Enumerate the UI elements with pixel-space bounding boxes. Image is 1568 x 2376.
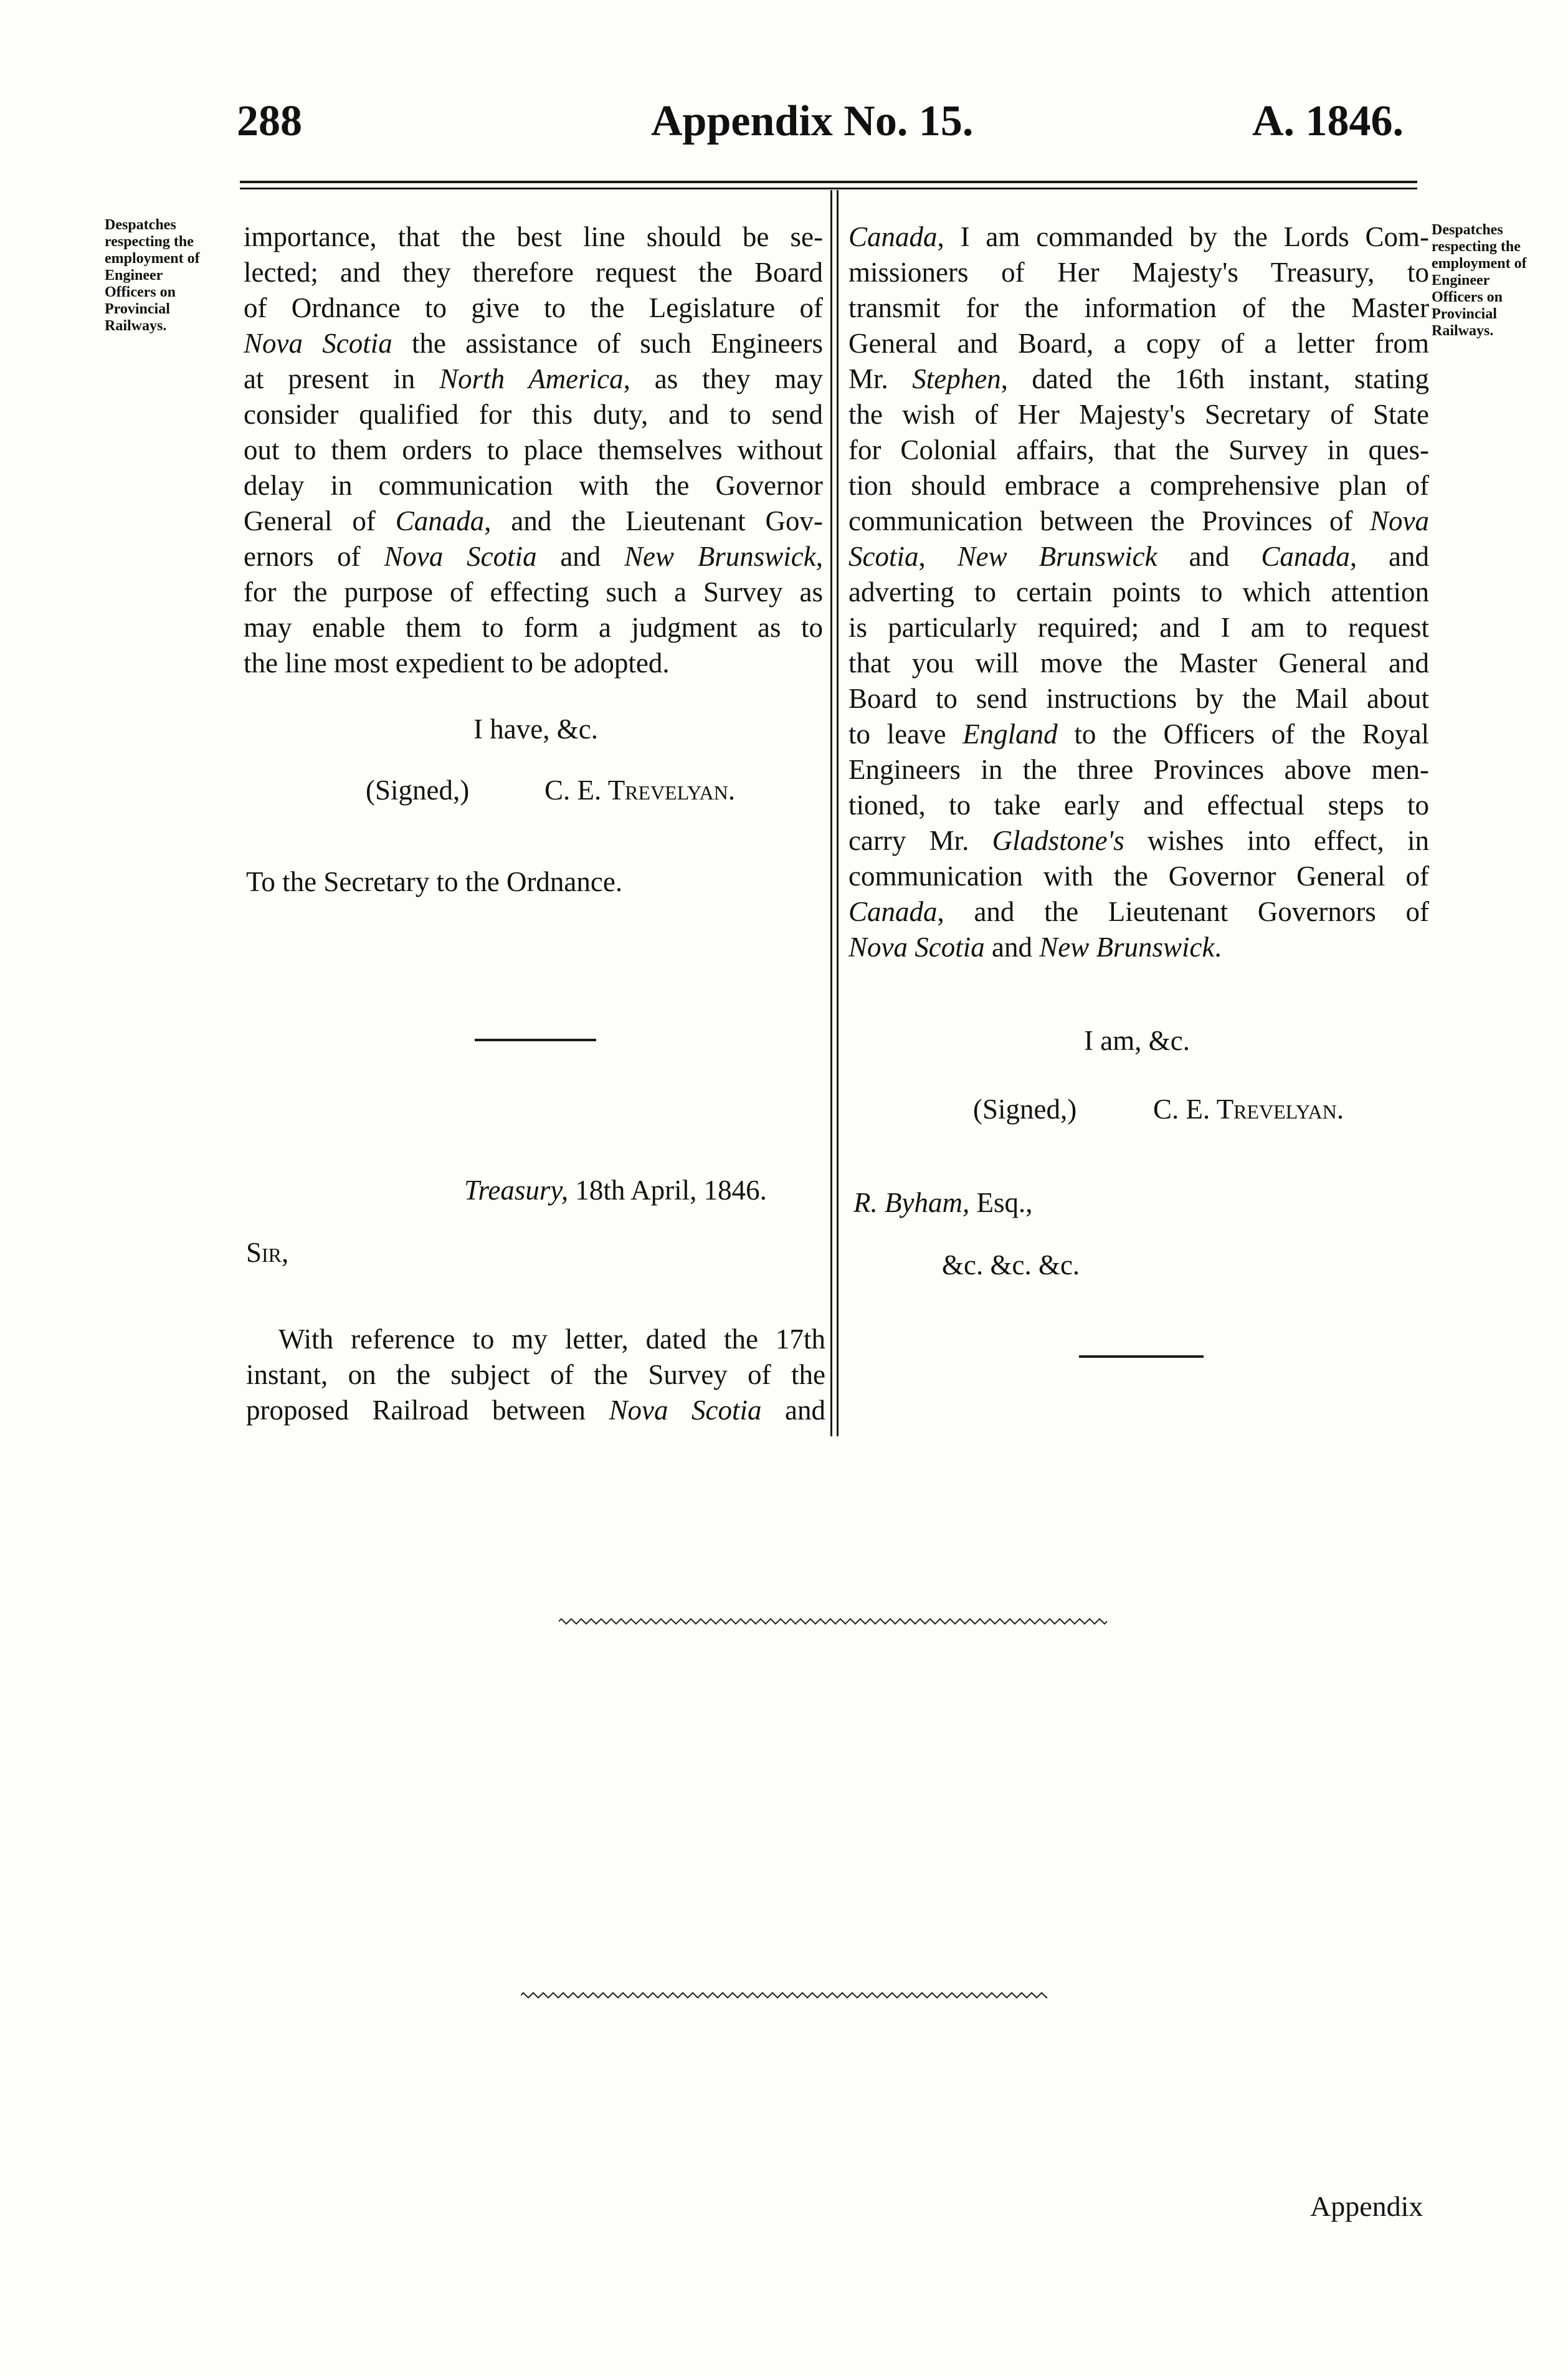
text-line: the line most expedient to be adopted. — [244, 647, 670, 679]
wave-path — [559, 1619, 1107, 1624]
ornamental-rule-lower — [521, 1992, 1047, 1999]
text-line: communication between the Provinces of Nova — [848, 505, 1429, 537]
left-addressee: To the Secretary to the Ordnance. — [246, 866, 623, 897]
text-line: Nova Scotia the assistance of such Engineers — [244, 328, 823, 359]
text-line: importance, that the best line should be se- — [244, 221, 823, 252]
dateline-date: 18th April, 1846. — [575, 1175, 767, 1206]
text-line: Scotia, New Brunswick and Canada, and — [848, 541, 1429, 572]
addressee-name: R. Byham, — [853, 1187, 970, 1218]
left-separator — [475, 1039, 596, 1041]
column-divider-left — [830, 190, 832, 1436]
text-line: Canada, I am commanded by the Lords Com- — [848, 221, 1429, 252]
text-line: transmit for the information of the Master — [848, 292, 1429, 323]
text-line: of Ordnance to give to the Legislature of — [244, 292, 823, 323]
text-line: tioned, to take early and effectual steps to — [848, 790, 1429, 821]
text-line: Nova Scotia and New Brunswick. — [848, 932, 1222, 963]
text-line: proposed Railroad between Nova Scotia and — [246, 1395, 825, 1426]
right-signed-label: (Signed,) — [973, 1094, 1077, 1125]
left-signed-label: (Signed,) — [366, 775, 470, 806]
text-line: lected; and they therefore request the Board — [244, 257, 823, 288]
header-rule-bottom — [240, 188, 1417, 189]
text-line: Board to send instructions by the Mail about — [848, 683, 1429, 714]
column-divider-right — [837, 190, 839, 1436]
text-line: Canada, and the Lieutenant Governors of — [848, 896, 1429, 927]
page-year: A. 1846. — [1252, 97, 1404, 145]
text-line: tion should embrace a comprehensive plan of — [848, 470, 1429, 501]
text-line: the wish of Her Majesty's Secretary of State — [848, 399, 1429, 430]
ornamental-rule-upper — [559, 1618, 1107, 1625]
text-line: ernors of Nova Scotia and New Brunswick, — [244, 541, 824, 572]
left-signed-name: C. E. Trevelyan. — [544, 775, 736, 806]
text-line: at present in North America, as they may — [244, 363, 824, 394]
text-line: missioners of Her Majesty's Treasury, to — [848, 257, 1429, 288]
text-line: that you will move the Master General and — [848, 647, 1429, 679]
page-number: 288 — [237, 97, 302, 145]
right-addressee-etc: &c. &c. &c. — [942, 1249, 1080, 1281]
page-title: Appendix No. 15. — [651, 97, 974, 145]
text-line: General of Canada, and the Lieutenant Gov- — [244, 505, 823, 537]
text-line: delay in communication with the Governor — [244, 470, 823, 501]
right-signed-name: C. E. Trevelyan. — [1153, 1094, 1344, 1125]
left-salutation: Sir, — [246, 1237, 289, 1268]
text-line: may enable them to form a judgment as to — [244, 612, 823, 643]
text-line: With reference to my letter, dated the 17th — [278, 1324, 825, 1355]
text-line: to leave England to the Officers of the Royal — [848, 718, 1429, 750]
right-separator — [1079, 1355, 1204, 1358]
sidenote-left: Despatches respecting the employment of Engineer Officers on Provincial Railways. — [105, 217, 200, 334]
text-line: for Colonial affairs, that the Survey in ques- — [848, 434, 1429, 465]
text-line: consider qualified for this duty, and to send — [244, 399, 823, 430]
wave-path — [521, 1993, 1047, 1998]
catchword: Appendix — [1310, 2190, 1423, 2222]
text-line: out to them orders to place themselves without — [244, 434, 823, 465]
text-line: Engineers in the three Provinces above men- — [848, 754, 1429, 785]
text-line: carry Mr. Gladstone's wishes into effect, in — [848, 825, 1429, 856]
dateline-place: Treasury, — [464, 1175, 569, 1206]
text-line: instant, on the subject of the Survey of the — [246, 1359, 825, 1390]
addressee-title: Esq., — [976, 1187, 1033, 1218]
text-line: adverting to certain points to which attention — [848, 576, 1429, 608]
left-dateline — [464, 1173, 767, 1208]
left-closing: I have, &c. — [473, 713, 598, 745]
sidenote-right: Despatches respecting the employment of Engineer Officers on Provincial Railways. — [1432, 222, 1527, 339]
text-line: is particularly required; and I am to request — [848, 612, 1429, 643]
text-line: General and Board, a copy of a letter from — [848, 328, 1429, 359]
right-addressee — [853, 1185, 1032, 1221]
text-line: for the purpose of effecting such a Survey as — [244, 576, 823, 608]
header-rule-top — [240, 181, 1417, 183]
right-closing: I am, &c. — [1084, 1025, 1190, 1056]
text-line: Mr. Stephen, dated the 16th instant, stating — [848, 363, 1429, 394]
text-line: communication with the Governor General of — [848, 861, 1429, 892]
